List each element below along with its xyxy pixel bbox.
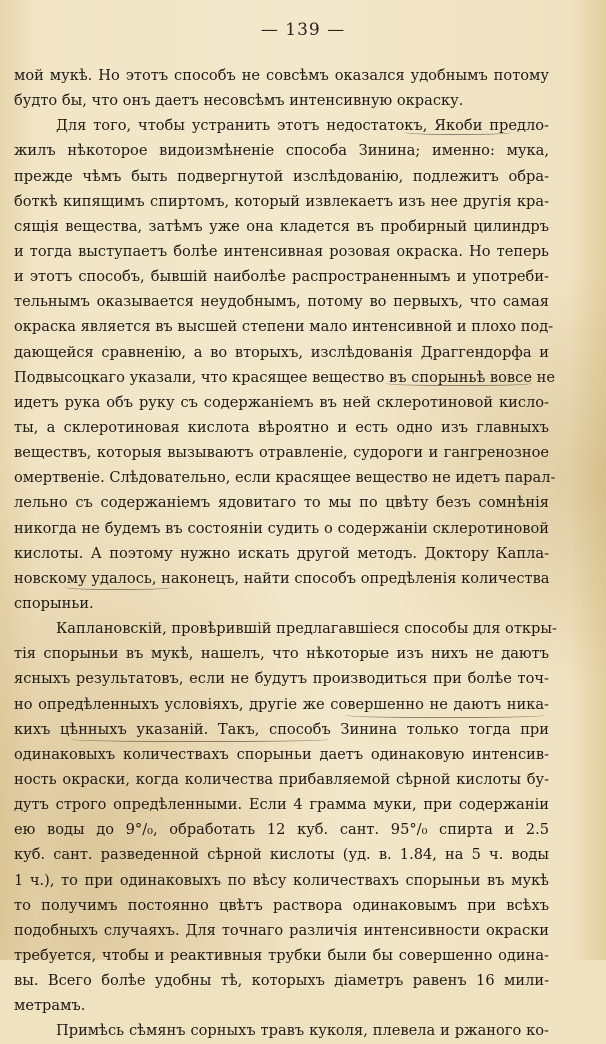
text-line: ность окраски, когда количества прибавляемой сѣрной кислоты бу- bbox=[14, 770, 549, 788]
text-line: одинаковыхъ количествахъ спорыньи даетъ одинаковую интенсив- bbox=[14, 745, 549, 763]
text-line: спорыньи. bbox=[14, 594, 94, 612]
text-line: кихъ цѣнныхъ указаній. Такъ, способъ Зинина только тогда при bbox=[14, 720, 549, 738]
text-line: лельно съ содержаніемъ ядовитаго то мы по цвѣту безъ сомнѣнія bbox=[14, 494, 549, 512]
text-line: требуется, чтобы и реактивныя трубки были бы совершенно одина- bbox=[14, 946, 549, 964]
text-line: тія спорыньи въ мукѣ, нашелъ, что нѣкоторые изъ нихъ не даютъ bbox=[14, 645, 549, 663]
text-line: прежде чѣмъ быть подвергнутой изслѣдованію, подлежитъ обра- bbox=[14, 167, 549, 185]
text-line: то получимъ постоянно цвѣтъ раствора одинаковымъ при всѣхъ bbox=[14, 896, 549, 914]
text-line: окраска является въ высшей степени мало интенсивной и плохо под- bbox=[14, 318, 554, 336]
pencil-underline bbox=[385, 379, 533, 386]
text-line: боткѣ кипящимъ спиртомъ, который извлекаетъ изъ нее другія кра- bbox=[14, 192, 549, 210]
text-line: сящія вещества, затѣмъ уже она кладется въ пробирный цилиндръ bbox=[14, 217, 549, 235]
text-line: дутъ строго опредѣленными. Если 4 грамма муки, при содержаніи bbox=[14, 796, 549, 814]
text-line: новскому удалось, наконецъ, найти способъ опредѣленія количества bbox=[14, 569, 550, 587]
text-line: никогда не будемъ въ состояніи судить о содержаніи склеротиновой bbox=[14, 519, 549, 537]
text-line: будто бы, что онъ даетъ несовсѣмъ интенсивную окраску. bbox=[14, 92, 464, 110]
text-line: но опредѣленныхъ условіяхъ, другіе же совершенно не даютъ ника- bbox=[14, 695, 549, 713]
text-line: кислоты. А поэтому нужно искать другой методъ. Доктору Капла- bbox=[14, 544, 549, 562]
pencil-underline bbox=[404, 128, 512, 135]
paragraph-start-line: Каплановскій, провѣрившій предлагавшіеся способы для откры- bbox=[56, 620, 557, 638]
pencil-underline bbox=[345, 711, 545, 718]
text-line: ты, а склеротиновая кислота вѣроятно и есть одно изъ главныхъ bbox=[14, 418, 549, 436]
text-line: подобныхъ случаяхъ. Для точнаго различія интенсивности окраски bbox=[14, 921, 549, 939]
text-line: идетъ рука объ руку съ содержаніемъ въ ней склеротиновой кисло- bbox=[14, 393, 549, 411]
text-line: тельнымъ оказывается неудобнымъ, потому во первыхъ, что самая bbox=[14, 293, 549, 311]
page-number: — 139 — bbox=[260, 20, 346, 40]
text-line: и этотъ способъ, бывшій наиболѣе распространеннымъ и употреби- bbox=[14, 268, 549, 286]
text-line: мой мукѣ. Но этотъ способъ не совсѣмъ оказался удобнымъ потому bbox=[14, 67, 549, 84]
text-line: ясныхъ результатовъ, если не будутъ производиться при болѣе точ- bbox=[14, 670, 549, 688]
text-line: веществъ, которыя вызываютъ отравленіе, судороги и гангренозное bbox=[14, 444, 549, 462]
paragraph-start-line: Примѣсь сѣмянъ сорныхъ травъ куколя, плевела и ржаного ко- bbox=[56, 1022, 549, 1040]
text-line: ею воды до 9°/₀, обработать 12 куб. сант. 95°/₀ спирта и 2.5 bbox=[14, 821, 549, 839]
text-line: и тогда выступаетъ болѣе интенсивная розовая окраска. Но теперь bbox=[14, 242, 549, 260]
text-line: Подвысоцкаго указали, что красящее вещество въ спорыньѣ вовсе не bbox=[14, 368, 555, 386]
body-text bbox=[14, 63, 557, 1043]
text-line: дающейся сравненію, а во вторыхъ, изслѣдованія Драггендорфа и bbox=[14, 343, 549, 361]
pencil-underline bbox=[70, 735, 330, 742]
text-line: омертвеніе. Слѣдовательно, если красящее вещество не идетъ парал- bbox=[14, 469, 556, 487]
text-line: куб. сант. разведенной сѣрной кислоты (уд. в. 1.84, на 5 ч. воды bbox=[14, 846, 549, 864]
text-line: метрамъ. bbox=[14, 997, 86, 1015]
text-line: 1 ч.), то при одинаковыхъ по вѣсу количествахъ спорыньи въ мукѣ bbox=[14, 871, 549, 889]
text-line: вы. Всего болѣе удобны тѣ, которыхъ діаметръ равенъ 16 мили- bbox=[14, 972, 549, 990]
paragraph-start-line: Для того, чтобы устранить этотъ недостатокъ, Якоби предло- bbox=[56, 117, 549, 135]
text-line: жилъ нѣкоторое видоизмѣненіе способа Зинина; именно: мука, bbox=[14, 142, 549, 160]
pencil-underline bbox=[64, 583, 172, 590]
